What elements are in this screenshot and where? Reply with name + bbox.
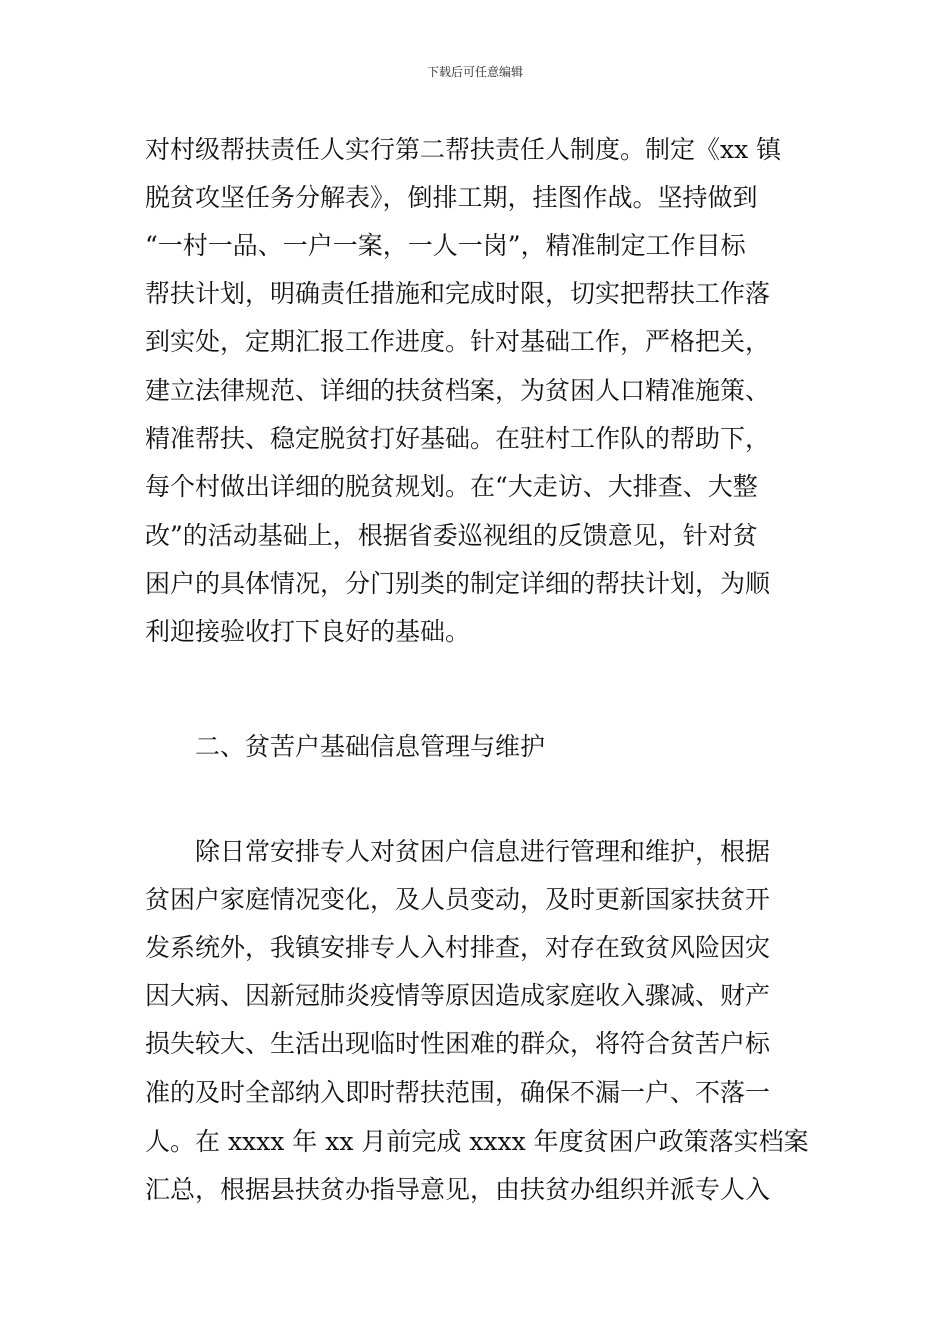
paragraph-line: 帮扶计划，明确责任措施和完成时限，切实把帮扶工作落 [145,279,771,308]
section-heading: 二、贫苦户基础信息管理与维护 [195,732,546,761]
paragraph-line: 精准帮扶、稳定脱贫打好基础。在驻村工作队的帮助下， [145,424,771,453]
paragraph-line: 对村级帮扶责任人实行第二帮扶责任人制度。制定《xx 镇 [145,135,782,164]
paragraph-line: 因大病、因新冠肺炎疫情等原因造成家庭收入骤减、财产 [145,981,771,1010]
paragraph-line: 发系统外，我镇安排专人入村排查，对存在致贫风险因灾 [145,933,771,962]
paragraph-line: 利迎接验收打下良好的基础。 [145,617,471,646]
paragraph-line: 汇总，根据县扶贫办指导意见，由扶贫办组织并派专人入 [145,1175,771,1204]
paragraph-line: 人。在 xxxx 年 xx 月前完成 xxxx 年度贫困户政策落实档案 [145,1127,809,1156]
paragraph-line: 困户的具体情况，分门别类的制定详细的帮扶计划，为顺 [145,569,771,598]
paragraph-line: 每个村做出详细的脱贫规划。在“大走访、大排查、大整 [145,472,758,501]
paragraph-line: 除日常安排专人对贫困户信息进行管理和维护，根据 [195,837,771,866]
paragraph-line: 损失较大、生活出现临时性困难的群众，将符合贫苦户标 [145,1029,771,1058]
paragraph-line: 到实处，定期汇报工作进度。针对基础工作，严格把关， [145,327,771,356]
paragraph-line: 脱贫攻坚任务分解表》，倒排工期，挂图作战。坚持做到 [145,183,758,212]
paragraph-line: 准的及时全部纳入即时帮扶范围，确保不漏一户、不落一 [145,1078,771,1107]
paragraph-line: 改”的活动基础上，根据省委巡视组的反馈意见，针对贫 [145,521,758,550]
page-header: 下载后可任意编辑 [426,65,523,79]
paragraph-line: 建立法律规范、详细的扶贫档案，为贫困人口精准施策、 [145,376,771,405]
paragraph-line: 贫困户家庭情况变化，及人员变动，及时更新国家扶贫开 [145,885,771,914]
paragraph-line: “一村一品、一户一案，一人一岗”，精准制定工作目标 [145,231,746,260]
